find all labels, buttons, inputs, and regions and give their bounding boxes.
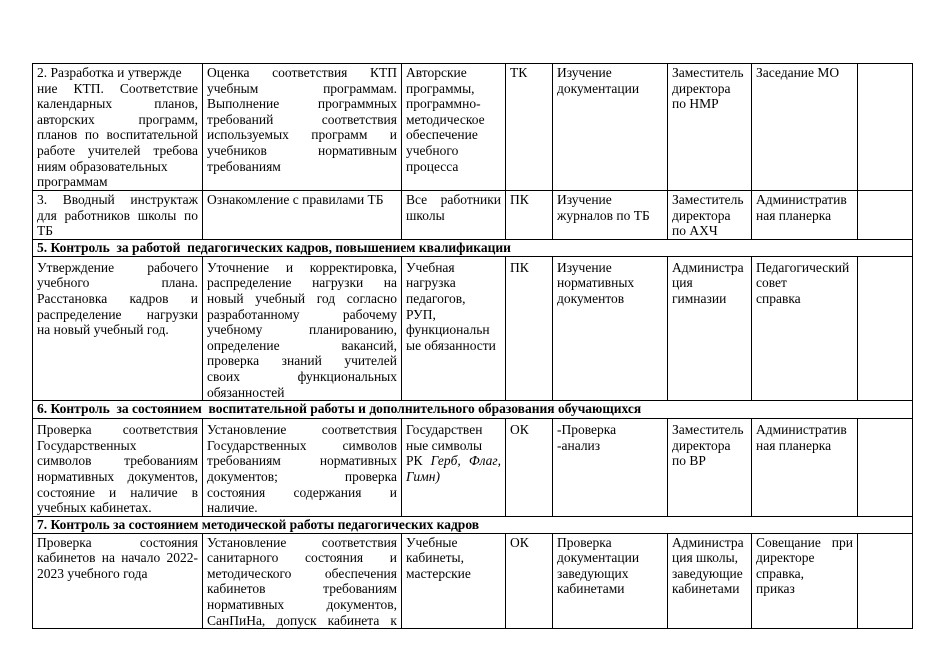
cell-line: кабинетов на начало 2022- <box>37 550 198 566</box>
cell-line: Расстановка кадров и <box>37 290 198 306</box>
cell-line: ные символы <box>406 437 483 453</box>
cell-line: Администра <box>672 534 744 550</box>
cell-line: Авторские <box>406 65 467 80</box>
cell-line: Проверка <box>557 534 612 550</box>
cell-line: определение вакансий, <box>207 337 397 353</box>
cell-line: ПК <box>510 259 529 275</box>
cell-mark <box>858 533 913 629</box>
cell-line: Заместитель <box>672 192 744 207</box>
cell-mark <box>858 191 913 240</box>
cell-responsible <box>668 533 752 629</box>
cell-line: документации <box>557 80 640 96</box>
cell-line: справка <box>756 290 801 306</box>
cell-line: кабинетов требованиям <box>207 581 397 597</box>
cell-line: по ВР <box>672 453 706 469</box>
cell-line: Заместитель <box>672 65 744 80</box>
cell-line: ная планерка <box>756 437 832 453</box>
cell-object <box>402 191 506 240</box>
table-row <box>33 419 913 517</box>
cell-line: для работников школы по <box>37 207 198 223</box>
cell-line: школы <box>406 207 445 223</box>
cell-line: мастерские <box>406 565 471 581</box>
cell-line: используемых программ и <box>207 127 397 143</box>
cell-mark <box>858 256 913 400</box>
control-plan-table <box>32 63 913 629</box>
cell-line: планов по воспитательной <box>37 127 198 143</box>
cell-line: распределение нагрузки на <box>207 275 397 291</box>
cell-line: нагрузка <box>406 275 456 291</box>
cell-content <box>33 419 203 517</box>
cell-line: по НМР <box>672 96 719 112</box>
cell-line: документов; проверка <box>207 468 397 484</box>
cell-mark <box>858 419 913 517</box>
cell-line: журналов по ТБ <box>557 207 650 223</box>
cell-line: требований соответствия <box>207 111 397 127</box>
cell-responsible <box>668 191 752 240</box>
cell-line: учебному планированию, <box>207 322 397 338</box>
cell-line: Ознакомление с правилами ТБ <box>207 192 384 207</box>
cell-line: программы, <box>406 80 475 96</box>
cell-line: нормативных документов, <box>207 597 397 613</box>
cell-method <box>553 64 668 191</box>
cell-line: распределение нагрузки <box>37 306 198 322</box>
cell-line: Заседание МО <box>756 65 840 80</box>
cell-text-italic: Герб, Флаг, <box>430 453 502 469</box>
cell-responsible <box>668 419 752 517</box>
section-row <box>33 401 913 419</box>
section-heading: 7. Контроль за состоянием методической работы педагогических кадров <box>33 516 913 533</box>
cell-line: Административ <box>756 422 847 438</box>
cell-goal <box>203 256 402 400</box>
cell-line: наличие. <box>207 500 258 516</box>
cell-line: документов <box>557 290 625 306</box>
cell-line: новый учебный год согласно <box>207 290 397 306</box>
cell-type <box>506 533 553 629</box>
section-heading: 6. Контроль за состоянием воспитательной работы и дополнительного образования обучающихся <box>33 401 913 419</box>
cell-line: учебников нормативным <box>207 142 397 158</box>
cell-line: нормативных документов, <box>37 468 198 484</box>
cell-line: совет <box>756 275 787 291</box>
cell-line: Оценка соответствия КТП <box>207 65 397 80</box>
cell-line: обязанностей <box>207 384 285 400</box>
cell-content <box>33 256 203 400</box>
cell-result-form <box>752 256 858 400</box>
table-row <box>33 64 913 191</box>
cell-line: ТК <box>510 65 528 80</box>
cell-line: учебных кабинетах. <box>37 500 152 516</box>
cell-line: Изучение <box>557 192 612 207</box>
cell-line: кабинеты, <box>406 550 465 566</box>
cell-result-form <box>752 419 858 517</box>
cell-responsible <box>668 64 752 191</box>
cell-line: Утверждение рабочего <box>37 259 198 275</box>
cell-line: авторских программ, <box>37 111 198 127</box>
cell-line: директора <box>672 437 731 453</box>
cell-result-form <box>752 64 858 191</box>
cell-line: символов требованиям <box>37 453 198 469</box>
cell-content <box>33 533 203 629</box>
cell-content <box>33 64 203 191</box>
cell-line: директоре <box>756 550 815 566</box>
cell-goal <box>203 533 402 629</box>
section-row <box>33 239 913 256</box>
cell-object <box>402 419 506 517</box>
cell-line: Заместитель <box>672 422 744 438</box>
cell-line: СанПиНа, допуск кабинета к <box>207 612 397 628</box>
cell-line: календарных планов, <box>37 96 198 112</box>
cell-line: Государственных <box>37 437 137 453</box>
cell-method <box>553 191 668 240</box>
cell-line: Учебная <box>406 259 455 275</box>
cell-line: учебного <box>406 142 459 158</box>
section-heading: 5. Контроль за работой педагогических кадров, повышением квалификации <box>33 239 913 256</box>
cell-line: ОК <box>510 534 529 550</box>
cell-line: Изучение <box>557 259 612 275</box>
cell-line: Административ <box>756 192 847 207</box>
cell-goal <box>203 191 402 240</box>
cell-line: ОК <box>510 422 529 438</box>
cell-line: гимназии <box>672 290 727 306</box>
cell-line: функциональн <box>406 322 490 338</box>
cell-line: Все работники <box>406 192 501 207</box>
cell-goal <box>203 64 402 191</box>
cell-line: требованиям <box>207 158 281 174</box>
cell-line: состояния содержания и <box>207 484 397 500</box>
cell-line: ние КТП. Соответствие <box>37 80 198 96</box>
table-row <box>33 533 913 629</box>
cell-line: Учебные <box>406 534 458 550</box>
cell-line: по АХЧ <box>672 223 718 239</box>
cell-line <box>406 453 501 469</box>
cell-line: Совещание при <box>756 534 853 550</box>
table-row <box>33 256 913 400</box>
cell-line: 2023 учебного года <box>37 565 148 581</box>
cell-line: Государственных символов <box>207 437 397 453</box>
cell-line: на новый учебный год. <box>37 322 169 338</box>
cell-line: Администра <box>672 259 744 275</box>
cell-line: Установление соответствия <box>207 534 397 550</box>
cell-line: приказ <box>756 581 795 597</box>
cell-line: заведующих <box>557 565 629 581</box>
cell-line: -Проверка <box>557 422 617 438</box>
cell-line: Уточнение и корректировка, <box>207 259 397 275</box>
cell-line: своих функциональных <box>207 368 397 384</box>
cell-line: заведующие <box>672 565 743 581</box>
section-row <box>33 516 913 533</box>
cell-line: кабинетами <box>557 581 625 597</box>
cell-line: проверка знаний учителей <box>207 353 397 369</box>
cell-line: ТБ <box>37 223 53 239</box>
cell-line: учебным программам. <box>207 80 397 96</box>
cell-responsible <box>668 256 752 400</box>
cell-text: РК <box>406 453 423 469</box>
cell-line: Педагогический <box>756 259 850 275</box>
cell-goal <box>203 419 402 517</box>
cell-line: программам <box>37 174 108 190</box>
cell-line: программно- <box>406 96 481 112</box>
cell-line: 3. Вводный инструктаж <box>37 192 198 207</box>
cell-mark <box>858 64 913 191</box>
cell-type <box>506 191 553 240</box>
cell-line: -анализ <box>557 437 601 453</box>
cell-line: директора <box>672 80 731 96</box>
cell-line: санитарного состояния и <box>207 550 397 566</box>
cell-line: ПК <box>510 192 529 207</box>
cell-line: методическое <box>406 111 485 127</box>
cell-content <box>33 191 203 240</box>
cell-line: учебного плана. <box>37 275 198 291</box>
cell-line: ция <box>672 275 693 291</box>
cell-line: состояние и наличие в <box>37 484 198 500</box>
cell-line: справка, <box>756 565 805 581</box>
cell-type <box>506 256 553 400</box>
cell-line: методического обеспечения <box>207 565 397 581</box>
cell-method <box>553 533 668 629</box>
cell-line: работе учителей требова <box>37 142 198 158</box>
cell-result-form <box>752 191 858 240</box>
cell-line: ция школы, <box>672 550 739 566</box>
cell-method <box>553 256 668 400</box>
cell-line: обеспечение <box>406 127 478 143</box>
cell-line: Изучение <box>557 65 612 80</box>
cell-line: ная планерка <box>756 207 832 223</box>
cell-line: требованиям нормативных <box>207 453 397 469</box>
cell-result-form <box>752 533 858 629</box>
cell-line: Выполнение программных <box>207 96 397 112</box>
cell-line: процесса <box>406 158 459 174</box>
cell-line: нормативных <box>557 275 635 291</box>
cell-type <box>506 419 553 517</box>
cell-line: Гимн) <box>406 468 440 484</box>
cell-line: педагогов, <box>406 290 466 306</box>
cell-line: 2. Разработка и утвержде <box>37 65 182 80</box>
cell-line: кабинетами <box>672 581 740 597</box>
cell-line: Проверка состояния <box>37 534 198 550</box>
cell-object <box>402 64 506 191</box>
cell-line: РУП, <box>406 306 436 322</box>
cell-line: директора <box>672 207 731 223</box>
cell-line: Проверка соответствия <box>37 422 198 438</box>
cell-line: ниям образовательных <box>37 158 168 174</box>
cell-line: документации <box>557 550 640 566</box>
cell-object <box>402 256 506 400</box>
cell-line: Государствен <box>406 422 483 438</box>
cell-line: ые обязанности <box>406 337 496 353</box>
cell-line: разработанному рабочему <box>207 306 397 322</box>
table-row <box>33 191 913 240</box>
cell-type <box>506 64 553 191</box>
cell-line: Установление соответствия <box>207 422 397 438</box>
cell-object <box>402 533 506 629</box>
cell-method <box>553 419 668 517</box>
